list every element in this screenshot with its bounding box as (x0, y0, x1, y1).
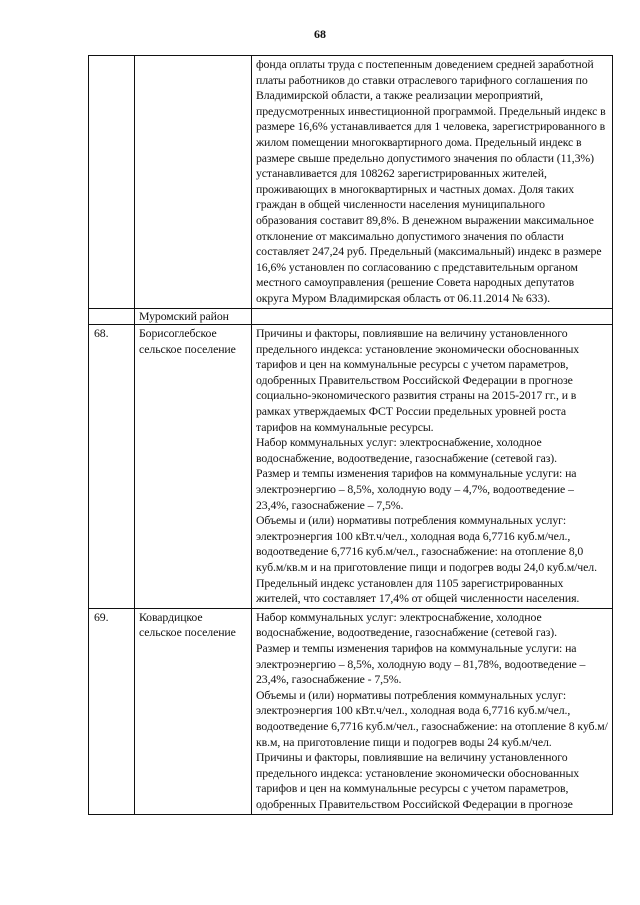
continuation-paragraph: фонда оплаты труда с постепенным доведением средней заработной платы работников до ставки отраслевого тарифного соглашения по Владимирской области, а также реализации мероприятий, предусмотренных инвестиционной программой. Предельный индекс в размере 16,6% устанавливается для 1 человека, зарегистрированного в жилом помещении многоквартирного дома. Предельный индекс в размере свыше предельно допустимого значения по области (11,3%) устанавливается для 108262 зарегистрированных жителей, проживающих в многоквартирных и частных домах. Доля таких граждан в общей численности населения муниципального образования составит 89,8%. В денежном выражении максимальное отклонение от максимально допустимого значения по области составляет 247,24 руб. Предельный (максимальный) индекс в размере 16,6% установлен по согласованию с представительным органом местного самоуправления (решение Совета народных депутатов округа Муром Владимирская область от 06.11.2014 № 633). (256, 57, 606, 305)
continuation-text-cell (252, 56, 613, 309)
settlement-name: Борисоглебское сельское поселение (135, 325, 252, 609)
region-row (89, 308, 613, 325)
paragraph: Причины и факторы, повлиявшие на величину установленного предельного индекса: установление экономически обоснованных тарифов и цен на коммунальные ресурсы с учетом параметров, одобренных Правительством Российской Федерации в прогнозе социально-экономического развития страны на 2015-2017 гг., и в рамках утверждаемых ФСТ России предельных уровней роста тарифов на коммунальные ресурсы. (256, 326, 580, 434)
paragraph: Набор коммунальных услуг: электроснабжение, холодное водоснабжение, водоотведение, газоснабжение (сетевой газ). (256, 609, 557, 640)
paragraph: Причины и факторы, повлиявшие на величину установленного предельного индекса: установление экономически обоснованных тарифов и цен на коммунальные ресурсы с учетом параметров, одобренных Правительством Российской Федерации в прогнозе (256, 750, 580, 811)
name-cell-empty (135, 56, 252, 309)
table-row-69 (89, 608, 613, 814)
settlement-name: Ковардицкое сельское поселение (135, 608, 252, 814)
table-row-continuation (89, 56, 613, 309)
paragraph: Объемы и (или) нормативы потребления коммунальных услуг: электроэнергия 100 кВт.ч/чел., холодная вода 6,7716 куб.м/чел., водоотведение 6,7716 куб.м/чел., газоснабжение: на отопление 8,0 куб.м/кв.м и на приготовление пищи и подогрев воды 24,0 куб.м/чел. (256, 513, 597, 574)
number-cell-empty (89, 56, 135, 309)
paragraph: Набор коммунальных услуг: электроснабжение, холодное водоснабжение, водоотведение, газоснабжение (сетевой газ). (256, 435, 557, 465)
paragraph: Предельный индекс установлен для 1105 зарегистрированных жителей, что составляет 17,4% от общей численности населения. (256, 575, 580, 606)
region-name: Муромский район (135, 308, 252, 325)
paragraph: Объемы и (или) нормативы потребления коммунальных услуг: электроэнергия 100 кВт.ч/чел., холодная вода 6,7716 куб.м/чел., водоотведение 6,7716 куб.м/чел., газоснабжение: на отопление 8 куб.м/кв.м, на приготовление пищи и подогрев воды 24 куб.м/чел. (256, 687, 608, 749)
row-number: 68. (89, 325, 135, 609)
paragraph: Размер и темпы изменения тарифов на коммунальные услуги: на электроэнергию – 8,5%, холодную воду – 81,78%, водоотведение – 23,4%, газоснабжение - 7,5%. (256, 640, 586, 687)
page-number: 68 (314, 27, 326, 41)
settlement-description (252, 608, 613, 814)
region-text-cell (252, 308, 613, 325)
table-row-68 (89, 325, 613, 609)
settlement-description (252, 325, 613, 609)
municipal-index-table (88, 55, 613, 815)
paragraph: Размер и темпы изменения тарифов на коммунальные услуги: на электроэнергию – 8,5%, холодную воду – 4,7%, водоотведение – 23,4%, газоснабжение – 7,5%. (256, 466, 577, 512)
row-number: 69. (89, 608, 135, 814)
region-number-cell (89, 308, 135, 325)
